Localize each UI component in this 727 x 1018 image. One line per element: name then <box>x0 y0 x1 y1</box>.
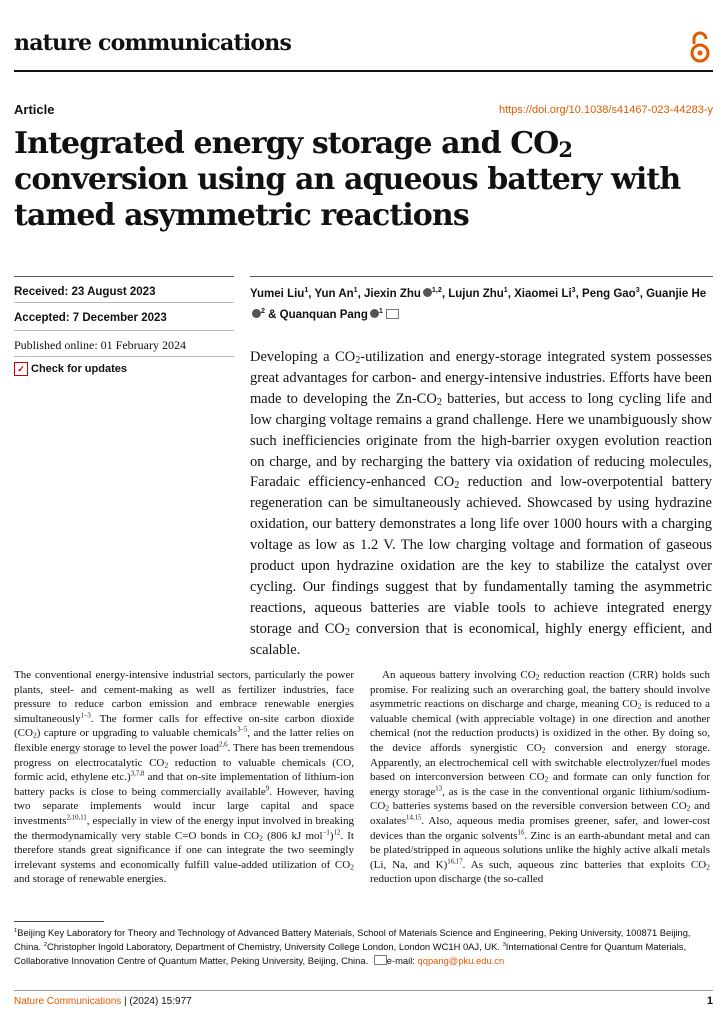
footer-citation: Nature Communications | (2024) 15:977 <box>14 996 192 1007</box>
footer-rule <box>14 990 713 991</box>
footnote-rule <box>14 921 104 922</box>
orcid-icon[interactable] <box>252 309 261 318</box>
received-date: Received: 23 August 2023 <box>14 286 156 298</box>
published-date: Published online: 01 February 2024 <box>14 338 186 352</box>
authors-rule <box>250 276 713 277</box>
meta-rule-4 <box>14 356 234 357</box>
mail-icon <box>374 955 387 965</box>
mail-icon[interactable] <box>386 309 399 319</box>
email-link[interactable]: qqpang@pku.edu.cn <box>417 955 505 966</box>
meta-rule-1 <box>14 276 234 277</box>
open-access-icon <box>686 30 714 64</box>
article-title: Integrated energy storage and CO2 conversion using an aqueous battery with tamed asymmetric reactions <box>14 126 681 233</box>
meta-rule-2 <box>14 302 234 303</box>
article-type-label: Article <box>14 102 55 117</box>
header-rule <box>14 70 713 72</box>
body-column-left: The conventional energy-intensive industrial sectors, particularly the power plants, steel- and cement-making as well as fertilizer industries, face pressure to reduce carbon emission and embrace renewable energies simultaneously$^{1-3}$. The former calls for effective on-site carbon dioxide (CO2) capture or upgrading to valuable chemicals$^{3-5}$, and the latter relies on flexible energy storage to level the power load$^{2,6}$. There has been tremendous progress on electrocatalytic CO2 reduction to valuable chemicals (CO, formic acid, ethylene etc.)$^{3,7,8}$ and that on-site implementation of lithium-ion battery packs is close to being commercially available$^9$. However, having two separate implements would incur large capital and space investments$^{2,10,11}$, especially in view of the energy input involved in breaking the thermodynamically very stable C=O bonds in CO2 (806 kJ mol$^{-1}$)$^{12}$. It therefore stands great significance if one can integrate the two seemingly irrelevant systems and economically fulfill value-added utilization of CO2 and storage of renewable energies. <box>14 669 354 886</box>
check-for-updates[interactable]: ✓ Check for updates <box>14 362 127 376</box>
orcid-icon[interactable] <box>370 309 379 318</box>
page-number: 1 <box>706 995 713 1007</box>
affiliations-footnote: $^1$Beijing Key Laboratory for Theory and Technology of Advanced Battery Materials, School of Materials Science and Engineering, Peking University, 100871 Beijing, China. $^2$Christopher Ingold Laboratory, Department of Chemistry, University College London, London WC1H 0AJ, UK. $^3$International Centre for Quantum Materials, Collaborative Innovation Centre of Quantum Matter, Peking University, Beijing, China. e-mail: qqpang@pku.edu.cn <box>14 927 691 966</box>
check-updates-icon: ✓ <box>14 362 28 376</box>
body-column-right: An aqueous battery involving CO2 reduction reaction (CRR) holds such promise. For realizing such an overarching goal, the battery should involve asymmetric reactions on discharge and charge, meaning CO2 is reduced to a valuable chemical (with appreciable voltage) in one direction and another chemical (not the reduction products) is oxidized in the other. By doing so, the device affords synergistic CO2 conversion and energy storage. Apparently, an electrochemical cell with switchable electrolyzer/fuel modes based on interconversion between CO2 and formate can only function for energy storage$^{13}$, as is the case in the conventional organic lithium/sodium-CO2 batteries systems based on the reversible conversion between CO2 and oxalates$^{14,15}$. Also, aqueous media promises greener, safer, and lower-cost devices than the organic solvents$^{16}$. Zinc is an earth-abundant metal and can be plated/stripped in aqueous solutions unlike the highly active alkali metals (Li, Na, and K)$^{16,17}$. As such, aqueous zinc batteries that exploits CO2 reduction upon discharge (the so-called <box>370 669 711 886</box>
accepted-date: Accepted: 7 December 2023 <box>14 312 167 324</box>
author-list: Yumei Liu$^1$, Yun An$^1$, Jiexin Zhu $^{1,2}$, Lujun Zhu$^1$, Xiaomei Li$^3$, Peng Gao$^3$, Guanjie He$^2$ & Quanquan Pang $^1$ <box>250 286 707 321</box>
meta-rule-3 <box>14 330 234 331</box>
orcid-icon[interactable] <box>423 288 432 297</box>
doi-link[interactable]: https://doi.org/10.1038/s41467-023-44283-y <box>498 104 713 116</box>
abstract: Developing a CO2-utilization and energy-storage integrated system possesses great advantages for carbon- and energy-intensive industries. Efforts have been made to developing the Zn-CO2 batteries, but access to long cycling life and low charging voltage remains a grand challenge. Here we unambiguously show such inefficiencies originate from the high-barrier oxygen evolution reaction on charge, and by recharging the battery via oxidation of reducing molecules, Faradaic efficiency-enhanced CO2 reduction and low-overpotential battery regeneration can be simultaneously achieved. Showcased by using hydrazine oxidation, our battery demonstrates a long life over 1000 hours with a charging voltage as low as 1.2 V. The low charging voltage and formation of gaseous product upon hydrazine oxidation are the key to stabilize the catalyst over cycling. Our findings suggest that by fundamentally taming the asymmetric reactions, aqueous batteries are viable tools to achieve integrated energy storage and CO2 conversion that is economical, highly energy efficient, and scalable. <box>250 349 712 658</box>
journal-name: nature communications <box>14 30 292 56</box>
